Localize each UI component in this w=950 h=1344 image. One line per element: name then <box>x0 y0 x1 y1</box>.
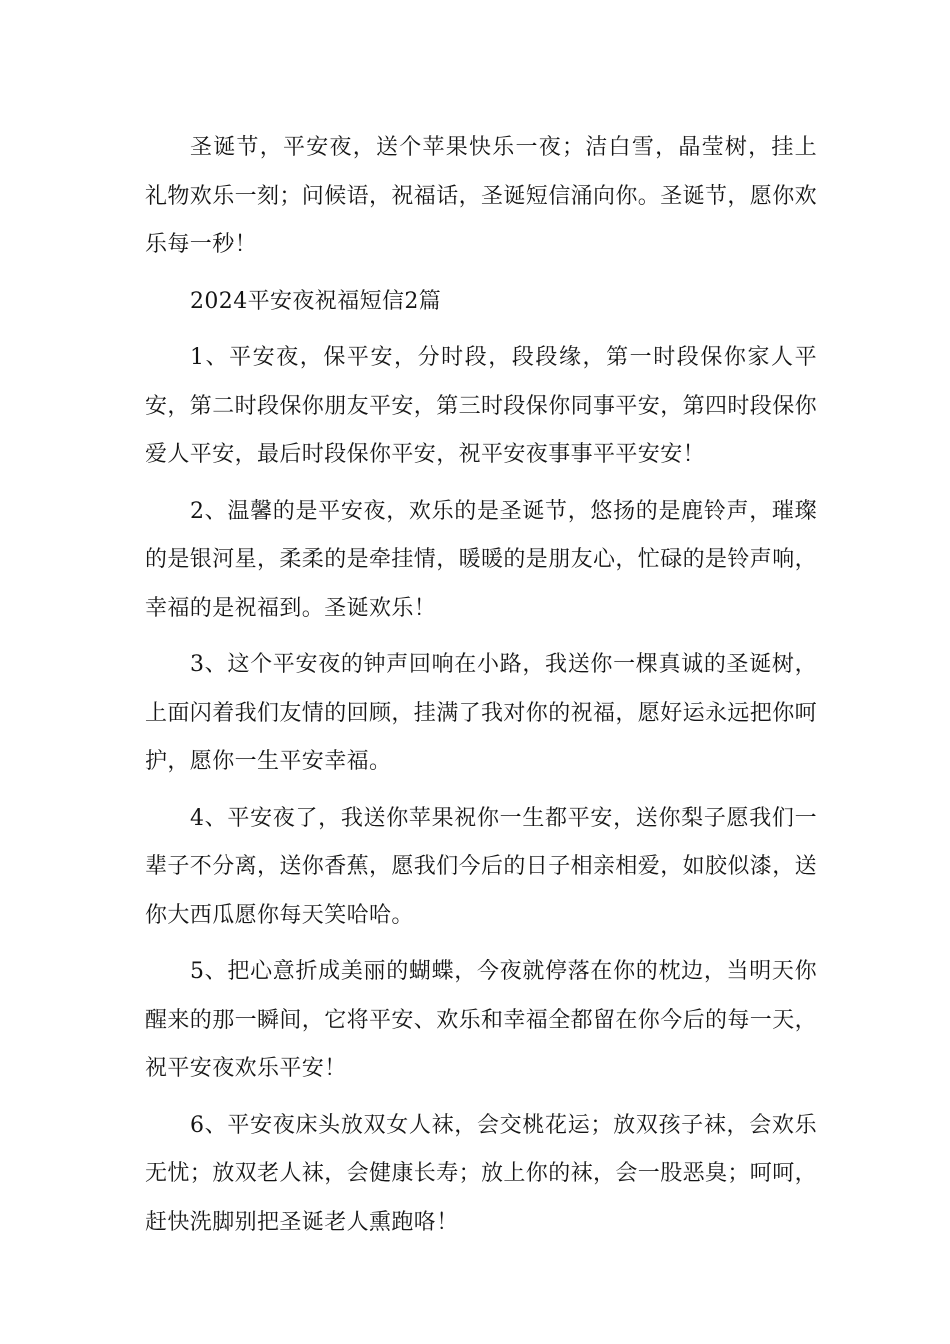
document-body <box>145 124 817 1255</box>
paragraph-item-4: 4、平安夜了，我送你苹果祝你一生都平安，送你梨子愿我们一辈子不分离，送你香蕉，愿我们今后的日子相亲相爱，如胶似漆，送你大西瓜愿你每天笑哈哈。 <box>145 805 818 928</box>
paragraph-item-6: 6、平安夜床头放双女人袜，会交桃花运；放双孩子袜，会欢乐无忧；放双老人袜，会健康长寿；放上你的袜，会一股恶臭；呵呵，赶快洗脚别把圣诞老人熏跑咯！ <box>145 1112 818 1235</box>
paragraph-intro: 圣诞节，平安夜，送个苹果快乐一夜；洁白雪，晶莹树，挂上礼物欢乐一刻；问候语，祝福话，圣诞短信涌向你。圣诞节，愿你欢乐每一秒！ <box>145 135 818 257</box>
paragraph-item-1: 1、平安夜，保平安，分时段，段段缘，第一时段保你家人平安，第二时段保你朋友平安，第三时段保你同事平安，第四时段保你爱人平安，最后时段保你平安，祝平安夜事事平平安安！ <box>145 345 818 467</box>
paragraph-item-5: 5、把心意折成美丽的蝴蝶，今夜就停落在你的枕边，当明天你醒来的那一瞬间，它将平安、欢乐和幸福全都留在你今后的每一天，祝平安夜欢乐平安！ <box>145 959 818 1081</box>
paragraph-item-3: 3、这个平安夜的钟声回响在小路，我送你一棵真诚的圣诞树，上面闪着我们友情的回顾，挂满了我对你的祝福，愿好运永远把你呵护，愿你一生平安幸福。 <box>145 652 818 774</box>
paragraph-item-2: 2、温馨的是平安夜，欢乐的是圣诞节，悠扬的是鹿铃声，璀璨的是银河星，柔柔的是牵挂情，暖暖的是朋友心，忙碌的是铃声响，幸福的是祝福到。圣诞欢乐！ <box>145 498 818 621</box>
section-heading: 2024平安夜祝福短信2篇 <box>190 288 442 314</box>
